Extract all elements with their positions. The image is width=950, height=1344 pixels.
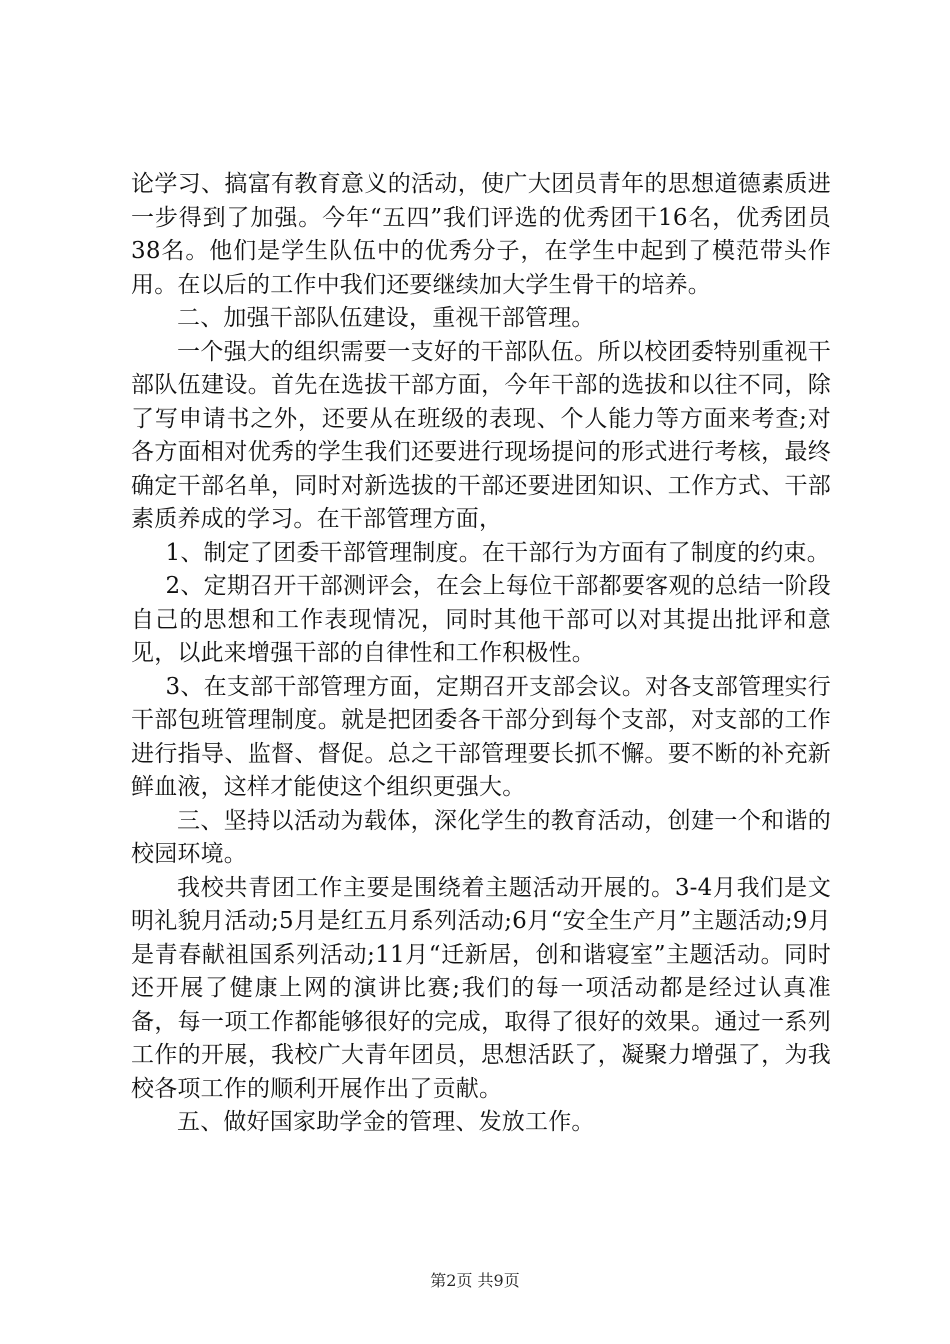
document-body <box>131 168 831 1140</box>
list-item: 1、制定了团委干部管理制度。在干部行为方面有了制度的约束。 <box>165 539 830 566</box>
paragraph: 论学习、搞富有教育意义的活动，使广大团员青年的思想道德素质进一步得到了加强。今年“五四”我们评选的优秀团干16名，优秀团员38名。他们是学生队伍中的优秀分子，在学生中起到了模范带头作用。在以后的工作中我们还要继续加大学生骨干的培养。 <box>131 171 831 298</box>
page-footer: 第2页 共9页 <box>430 1271 520 1290</box>
paragraph: 我校共青团工作主要是围绕着主题活动开展的。3-4月我们是文明礼貌月活动;5月是红五月系列活动;6月“安全生产月”主题活动;9月是青春献祖国系列活动;11月“迁新居，创和谐寝室”主题活动。同时还开展了健康上网的演讲比赛;我们的每一项活动都是经过认真准备，每一项工作都能够很好的完成，取得了很好的效果。通过一系列工作的开展，我校广大青年团员，思想活跃了，凝聚力增强了，为我校各项工作的顺利开展作出了贡献。 <box>131 874 831 1102</box>
paragraph: 一个强大的组织需要一支好的干部队伍。所以校团委特别重视干部队伍建设。首先在选拔干部方面，今年干部的选拔和以往不同，除了写申请书之外，还要从在班级的表现、个人能力等方面来考查;对各方面相对优秀的学生我们还要进行现场提问的形式进行考核，最终确定干部名单，同时对新选拔的干部还要进团知识、工作方式、干部素质养成的学习。在干部管理方面， <box>131 338 831 532</box>
list-item: 2、定期召开干部测评会，在会上每位干部都要客观的总结一阶段自己的思想和工作表现情况，同时其他干部可以对其提出批评和意见，以此来增强干部的自律性和工作积极性。 <box>131 573 831 666</box>
section-heading: 二、加强干部队伍建设，重视干部管理。 <box>177 305 595 331</box>
section-heading: 五、做好国家助学金的管理、发放工作。 <box>177 1109 595 1135</box>
section-heading: 三、坚持以活动为载体，深化学生的教育活动，创建一个和谐的校园环境。 <box>131 807 831 867</box>
list-item: 3、在支部干部管理方面，定期召开支部会议。对各支部管理实行干部包班管理制度。就是把团委各干部分到每个支部，对支部的工作进行指导、监督、督促。总之干部管理要长抓不懈。要不断的补充新鲜血液，这样才能使这个组织更强大。 <box>131 673 831 800</box>
